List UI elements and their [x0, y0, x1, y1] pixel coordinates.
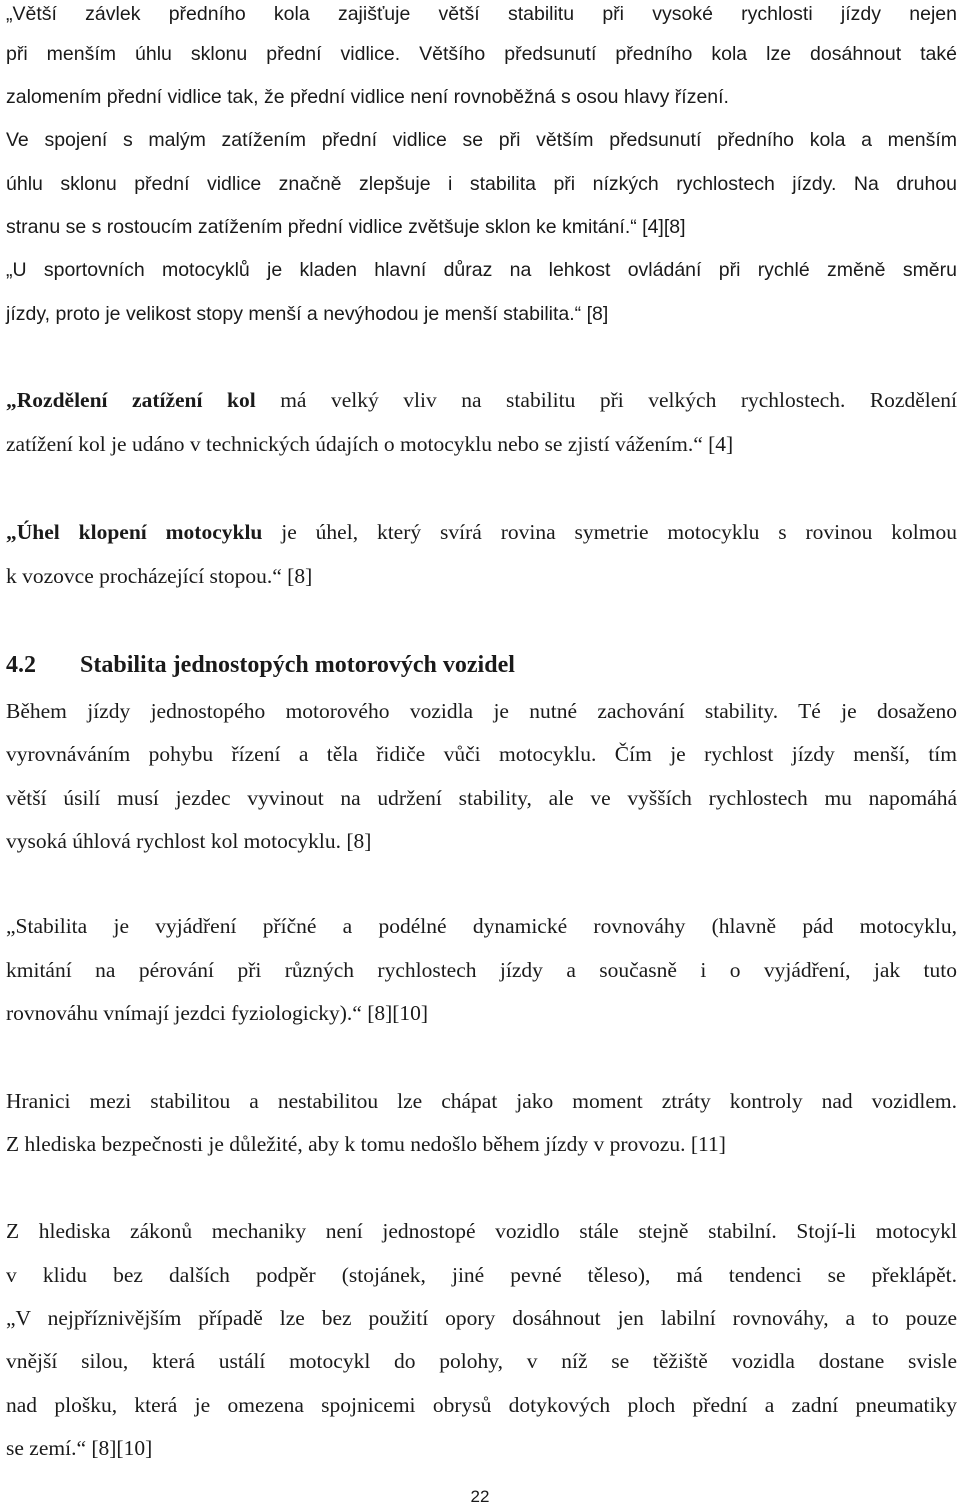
text-line: „U sportovních motocyklů je kladen hlavní důraz na lehkost ovládání při rychlé změně směru	[6, 259, 957, 281]
text-line: Ve spojení s malým zatížením přední vidlice se při větším předsunutí předního kola a menším	[6, 129, 957, 151]
text-line: „V nejpříznivějším případě lze bez použití opory dosáhnout jen labilní rovnováhy, a to pouze	[6, 1306, 957, 1330]
text-line: kmitání na pérování při různých rychlostech jízdy a současně i o vyjádření, jak tuto	[6, 958, 957, 982]
text-line	[6, 518, 957, 546]
text-line: vnější silou, která ustálí motocykl do polohy, v níž se těžiště vozidla dostane svisle	[6, 1349, 957, 1373]
text-line: „Větší závlek předního kola zajišťuje větší stabilitu při vysoké rychlosti jízdy nejen	[6, 3, 957, 25]
text-line: úhlu sklonu přední vidlice značně zlepšuje i stabilita při nízkých rychlostech jízdy. Na druhou	[6, 173, 957, 195]
text-line: Z hlediska bezpečnosti je důležité, aby k tomu nedošlo během jízdy v provozu. [11]	[6, 1132, 726, 1156]
text-line: Během jízdy jednostopého motorového vozidla je nutné zachování stability. Té je dosaženo	[6, 699, 957, 723]
text-line: rovnováhu vnímají jezdci fyziologicky).“ [8][10]	[6, 1001, 429, 1025]
text-line: Z hlediska zákonů mechaniky není jednostopé vozidlo stále stejně stabilní. Stojí-li motocykl	[6, 1219, 957, 1243]
text-line: se zemí.“ [8][10]	[6, 1436, 153, 1460]
text-line: „Stabilita je vyjádření příčné a podélné dynamické rovnováhy (hlavně pád motocyklu,	[6, 914, 957, 938]
text-span: je úhel, který svírá rovina symetrie motocyklu s rovinou kolmou	[262, 520, 957, 544]
text-line: k vozovce procházející stopou.“ [8]	[6, 564, 313, 588]
text-line: v klidu bez dalších podpěr (stojánek, jiné pevné těleso), má tendenci se překlápět.	[6, 1263, 957, 1287]
bold-term: „Úhel klopení motocyklu	[6, 520, 263, 544]
section-number: 4.2	[6, 652, 36, 678]
page-number: 22	[470, 1487, 490, 1506]
text-line: větší úsilí musí jezdec vyvinout na udržení stability, ale ve vyšších rychlostech mu napomáhá	[6, 786, 957, 810]
text-line: zatížení kol je udáno v technických údajích o motocyklu nebo se zjistí vážením.“ [4]	[6, 432, 734, 456]
text-line	[6, 386, 957, 414]
text-line: nad plošku, která je omezena spojnicemi obrysů dotykových ploch přední a zadní pneumatiky	[6, 1393, 957, 1417]
text-line: Hranici mezi stabilitou a nestabilitou lze chápat jako moment ztráty kontroly nad vozidlem.	[6, 1089, 957, 1113]
text-line: jízdy, proto je velikost stopy menší a nevýhodou je menší stabilita.“ [8]	[6, 303, 609, 325]
section-heading	[6, 650, 515, 680]
text-line: vyrovnáváním pohybu řízení a těla řidiče vůči motocyklu. Čím je rychlost jízdy menší, tím	[6, 742, 957, 766]
text-span: má velký vliv na stabilitu při velkých rychlostech. Rozdělení	[255, 388, 957, 412]
text-line: stranu se s rostoucím zatížením přední vidlice zvětšuje sklon ke kmitání.“ [4][8]	[6, 216, 686, 238]
section-title: Stabilita jednostopých motorových vozidel	[80, 652, 515, 678]
text-line: vysoká úhlová rychlost kol motocyklu. [8]	[6, 829, 372, 853]
bold-term: „Rozdělení zatížení kol	[6, 388, 256, 412]
text-line: při menším úhlu sklonu přední vidlice. Většího předsunutí předního kola lze dosáhnout také	[6, 43, 957, 65]
text-line: zalomením přední vidlice tak, že přední vidlice není rovnoběžná s osou hlavy řízení.	[6, 86, 729, 108]
